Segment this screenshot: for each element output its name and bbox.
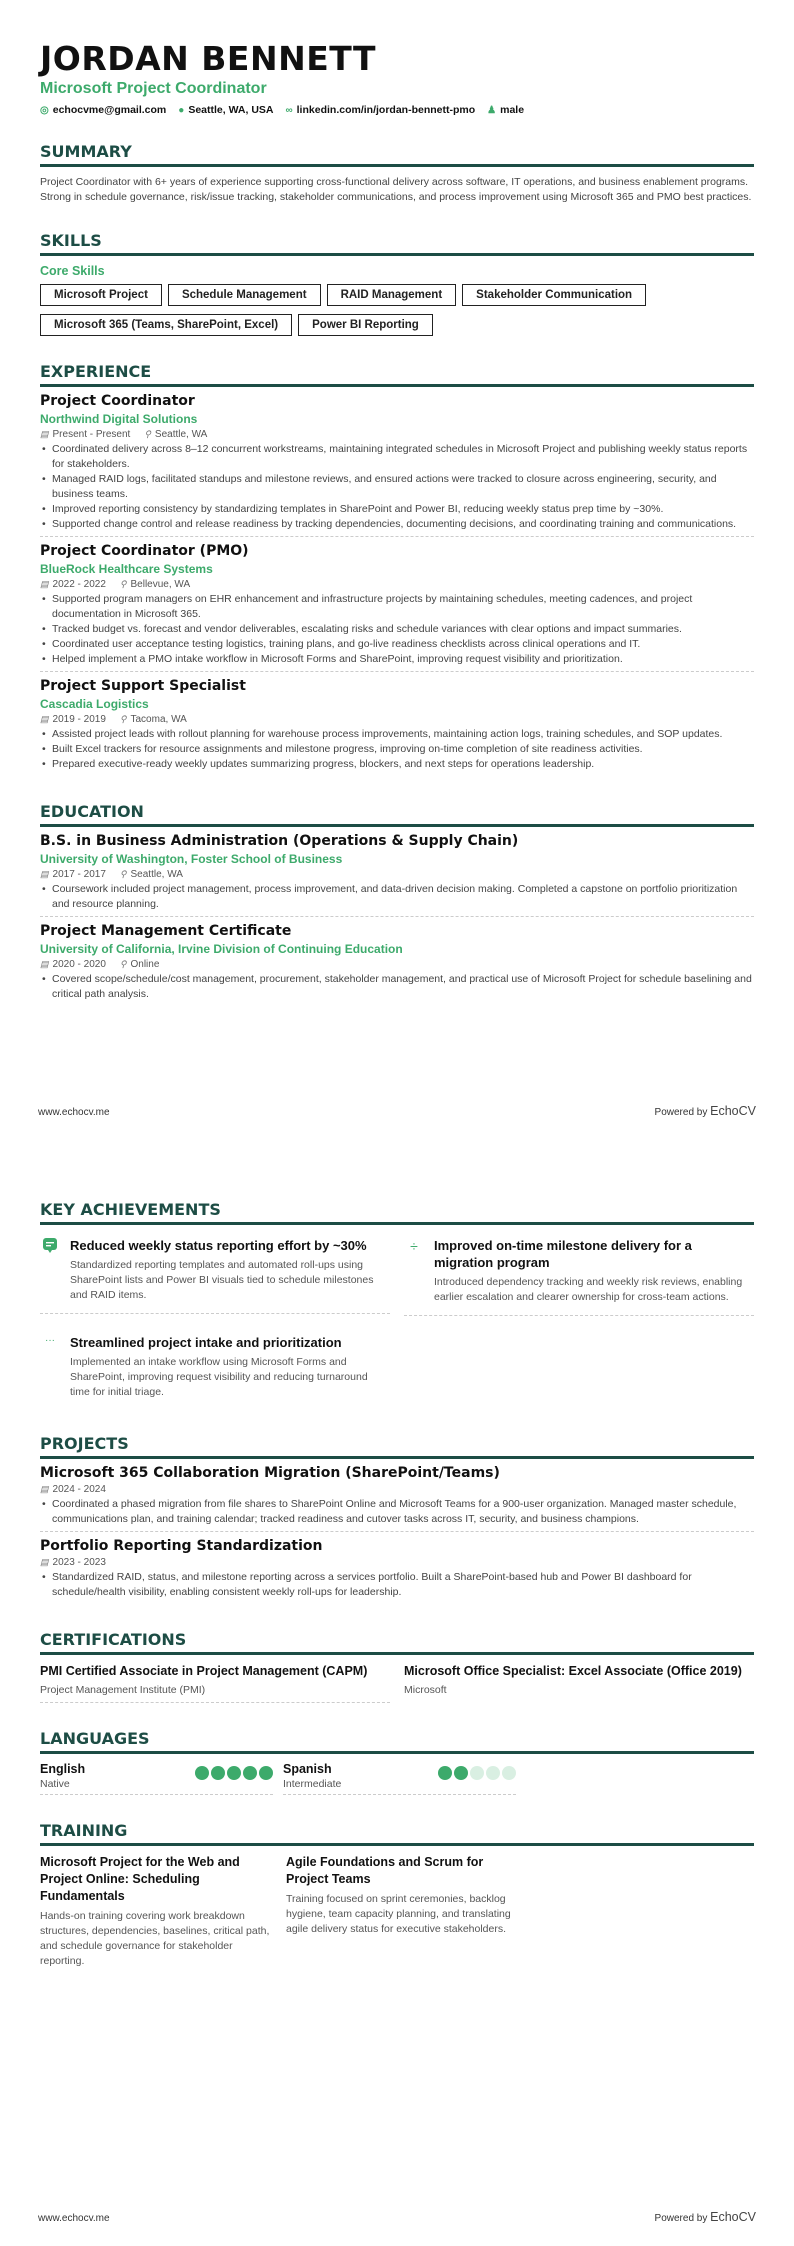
bullet: • Tracked budget vs. forecast and vendor deliverables, escalating risks and schedule variances with clear options and impact summaries.	[40, 622, 754, 637]
skill-chip: Stakeholder Communication	[462, 284, 646, 306]
powered-by	[655, 1104, 756, 1118]
candidate-name: JORDAN BENNETT	[40, 39, 377, 78]
training-grid	[40, 1854, 754, 1969]
section-title: PROJECTS	[40, 1434, 754, 1459]
training-name: Agile Foundations and Scrum for Project Teams	[286, 1855, 484, 1886]
projects-section	[40, 1434, 754, 1604]
website-link[interactable]: www.echocv.me	[38, 2213, 110, 2224]
dot-filled-icon	[195, 1766, 209, 1780]
certifications-section	[40, 1630, 754, 1703]
section-title: TRAINING	[40, 1821, 754, 1846]
certifications-grid	[40, 1663, 754, 1703]
dot-filled-icon	[227, 1766, 241, 1780]
section-title: KEY ACHIEVEMENTS	[40, 1200, 754, 1225]
gender-text: male	[500, 104, 525, 116]
email-text: echocvme@gmail.com	[52, 104, 167, 116]
linkedin-text: linkedin.com/in/jordan-bennett-pmo	[296, 104, 476, 116]
bullet-list	[40, 1570, 754, 1600]
location: Bellevue, WA	[130, 579, 191, 590]
header	[40, 40, 754, 116]
brand-name: EchoCV	[710, 2210, 756, 2224]
skills-section	[40, 231, 754, 336]
degree-title: B.S. in Business Administration (Operations & Supply Chain)	[40, 833, 519, 849]
bullet: • Standardized RAID, status, and milestone reporting across a services portfolio. Built a SharePoint-based hub and Power BI dashboard for schedule/health visibility, enabling consistent weekly roll-ups for leadership.	[40, 1570, 754, 1600]
school-name: University of California, Irvine Division of Continuing Education	[40, 942, 403, 956]
achievement-desc: Standardized reporting templates and automated roll-ups using SharePoint lists and Power BI visuals tied to schedule milestones and RAID items.	[70, 1259, 374, 1301]
experience-section	[40, 362, 754, 776]
location: Seattle, WA	[154, 429, 208, 440]
section-title: SKILLS	[40, 231, 754, 256]
section-title: EDUCATION	[40, 802, 754, 827]
experience-entry	[40, 387, 754, 537]
language-name: Spanish	[283, 1762, 332, 1776]
experience-entry	[40, 672, 754, 776]
achievement-item	[40, 1330, 390, 1410]
calendar-icon: ▤	[40, 1557, 49, 1567]
training-desc: Hands-on training covering work breakdown structures, dependencies, baselines, critical path, and schedule governance for stakeholder reporting.	[40, 1910, 270, 1967]
link-icon: ∞	[285, 104, 293, 116]
languages-section	[40, 1729, 754, 1795]
calendar-icon: ▤	[40, 714, 49, 724]
section-title: EXPERIENCE	[40, 362, 754, 387]
skills-subtitle: Core Skills	[40, 264, 105, 278]
bullet-list	[40, 882, 754, 912]
location: Seattle, WA	[130, 869, 183, 880]
bullet: • Built Excel trackers for resource assignments and milestone progress, improving on-time completion of site readiness activities.	[40, 742, 754, 757]
bullet: • Supported change control and release readiness by tracking dependencies, documenting decisions, and coordinating training and communications.	[40, 517, 754, 532]
divide-icon: ÷	[410, 1238, 418, 1254]
role-title: Project Support Specialist	[40, 678, 246, 694]
achievements-section	[40, 1200, 754, 1424]
project-name: Microsoft 365 Collaboration Migration (SharePoint/Teams)	[40, 1465, 500, 1481]
certification-item	[40, 1663, 390, 1703]
bullet: • Helped implement a PMO intake workflow in Microsoft Forms and SharePoint, improving request visibility and prioritization.	[40, 652, 754, 667]
powered-by-label: Powered by	[654, 1107, 711, 1118]
bullet: • Coordinated delivery across 8–12 concurrent workstreams, maintaining integrated schedules in Microsoft Project and publishing weekly status reports for stakeholders.	[40, 442, 754, 472]
certification-issuer: Project Management Institute (PMI)	[40, 1684, 206, 1696]
dot-filled-icon	[259, 1766, 273, 1780]
bullet: • Covered scope/schedule/cost management, procurement, stakeholder management, and practical use of Microsoft Project for schedule baselining and critical path analysis.	[40, 972, 754, 1002]
contact-bar	[40, 104, 754, 116]
achievement-title: Streamlined project intake and prioritization	[70, 1335, 342, 1350]
contact-location	[178, 104, 273, 116]
section-title: LANGUAGES	[40, 1729, 754, 1754]
training-desc: Training focused on sprint ceremonies, backlog hygiene, team capacity planning, and translating agile delivery status for executive stakeholders.	[286, 1893, 511, 1935]
achievement-title: Improved on-time milestone delivery for a migration program	[434, 1238, 692, 1270]
certification-name: Microsoft Office Specialist: Excel Associate (Office 2019)	[404, 1664, 742, 1678]
summary-text: Project Coordinator with 6+ years of experience supporting cross-functional delivery across software, IT operations, and business enablement programs. Strong in schedule governance, risk/issue tracking, stakeholder communications, and process improvement using Microsoft 365 and PMO best practices.	[40, 176, 752, 203]
powered-by	[655, 2210, 756, 2224]
skill-chip: RAID Management	[327, 284, 457, 306]
location-pin-icon: ●	[178, 104, 185, 116]
training-item	[40, 1854, 272, 1969]
contact-gender	[487, 104, 524, 116]
proficiency-dots	[195, 1766, 273, 1780]
entry-meta	[40, 1484, 754, 1495]
dot-empty-icon	[470, 1766, 484, 1780]
ellipsis-icon: ···	[45, 1335, 55, 1346]
bullet-list	[40, 972, 754, 1002]
company-name: Cascadia Logistics	[40, 697, 149, 711]
language-level: Native	[40, 1778, 70, 1790]
bullet: • Assisted project leads with rollout planning for warehouse process improvements, maintaining action logs, training schedules, and SOP updates.	[40, 727, 754, 742]
languages-grid	[40, 1762, 754, 1795]
location: Tacoma, WA	[130, 714, 187, 725]
project-entry	[40, 1459, 754, 1532]
bullet: • Prepared executive-ready weekly updates summarizing progress, blockers, and next steps for operations leadership.	[40, 757, 754, 772]
certification-issuer: Microsoft	[404, 1684, 447, 1696]
dates: 2017 - 2017	[52, 869, 106, 880]
dates: Present - Present	[52, 429, 131, 440]
calendar-icon: ▤	[40, 1484, 49, 1494]
education-entry	[40, 917, 754, 1006]
dates: 2020 - 2020	[52, 959, 106, 970]
bullet-list	[40, 1497, 754, 1527]
section-title: CERTIFICATIONS	[40, 1630, 754, 1655]
location-pin-icon: ⚲	[144, 429, 151, 439]
resume-page-2	[0, 1140, 794, 2246]
contact-linkedin[interactable]	[286, 104, 476, 116]
location-pin-icon: ⚲	[119, 579, 127, 589]
entry-meta	[40, 579, 754, 590]
language-item	[40, 1762, 273, 1795]
achievement-desc: Implemented an intake workflow using Microsoft Forms and SharePoint, improving request visibility and reducing turnaround time for initial triage.	[70, 1356, 368, 1398]
powered-by-label: Powered by	[654, 2213, 711, 2224]
bullet: • Coordinated user acceptance testing logistics, training plans, and go-live readiness checklists across clinical operations and IT.	[40, 637, 754, 652]
skill-chip: Microsoft Project	[40, 284, 162, 306]
entry-meta	[40, 869, 754, 880]
page-footer	[38, 1104, 756, 1118]
location: Online	[130, 959, 160, 970]
dates: 2023 - 2023	[52, 1557, 106, 1568]
bullet: • Coursework included project management, process improvement, and data-driven decision making. Completed a capstone on portfolio prioritization and resource planning.	[40, 882, 754, 912]
role-title: Project Coordinator (PMO)	[40, 543, 249, 559]
bullet-list	[40, 442, 754, 532]
certification-item	[404, 1663, 754, 1703]
calendar-icon: ▤	[40, 869, 49, 879]
bullet-list	[40, 727, 754, 772]
achievement-item	[40, 1233, 390, 1314]
calendar-icon: ▤	[40, 959, 49, 969]
language-level: Intermediate	[283, 1778, 342, 1790]
entry-meta	[40, 959, 754, 970]
summary-section	[40, 142, 754, 205]
language-name: English	[40, 1762, 86, 1776]
degree-title: Project Management Certificate	[40, 923, 292, 939]
website-link[interactable]: www.echocv.me	[38, 1107, 110, 1118]
location-pin-icon: ⚲	[119, 714, 127, 724]
dates: 2019 - 2019	[52, 714, 106, 725]
section-title: SUMMARY	[40, 142, 754, 167]
entry-meta	[40, 429, 754, 440]
dates: 2024 - 2024	[52, 1484, 106, 1495]
skill-chip: Microsoft 365 (Teams, SharePoint, Excel)	[40, 314, 292, 336]
language-item	[283, 1762, 516, 1795]
location-pin-icon: ⚲	[119, 959, 127, 969]
entry-meta	[40, 1557, 754, 1568]
skill-chip: Schedule Management	[168, 284, 321, 306]
bullet: • Supported program managers on EHR enhancement and infrastructure projects by maintaining schedules, meeting cadences, and project documentation in Microsoft 365.	[40, 592, 754, 622]
bullet: • Coordinated a phased migration from file shares to SharePoint Online and Microsoft Teams for a 900-user organization. Managed master schedule, communications plan, and training calendar; tracked readiness and cutover tasks across IT, security, and business champions.	[40, 1497, 754, 1527]
proficiency-dots	[438, 1766, 516, 1780]
dot-filled-icon	[438, 1766, 452, 1780]
project-name: Portfolio Reporting Standardization	[40, 1538, 323, 1554]
certification-name: PMI Certified Associate in Project Management (CAPM)	[40, 1664, 368, 1678]
calendar-icon: ▤	[40, 429, 49, 439]
school-name: University of Washington, Foster School of Business	[40, 852, 343, 866]
education-entry	[40, 827, 754, 917]
experience-entry	[40, 537, 754, 672]
bullet: • Improved reporting consistency by standardizing templates in SharePoint and Power BI, reducing weekly status prep time by ~30%.	[40, 502, 754, 517]
location-pin-icon: ⚲	[119, 869, 127, 879]
dot-filled-icon	[454, 1766, 468, 1780]
calendar-icon: ▤	[40, 579, 49, 589]
skill-chip: Power BI Reporting	[298, 314, 433, 336]
at-icon: ◎	[40, 104, 49, 116]
dates: 2022 - 2022	[52, 579, 106, 590]
company-name: Northwind Digital Solutions	[40, 412, 198, 426]
chat-bubble-icon	[40, 1237, 60, 1303]
contact-email[interactable]	[40, 104, 166, 116]
achievement-item	[404, 1233, 754, 1316]
brand-name: EchoCV	[710, 1104, 756, 1118]
dot-empty-icon	[502, 1766, 516, 1780]
page-footer	[38, 2210, 756, 2224]
dot-filled-icon	[243, 1766, 257, 1780]
training-item	[286, 1854, 518, 1969]
role-title: Project Coordinator	[40, 393, 195, 409]
company-name: BlueRock Healthcare Systems	[40, 562, 213, 576]
training-section	[40, 1821, 754, 1969]
skill-chips	[40, 284, 754, 336]
achievements-grid	[40, 1233, 754, 1424]
training-name: Microsoft Project for the Web and Project Online: Scheduling Fundamentals	[40, 1855, 240, 1903]
person-icon: ♟	[487, 104, 497, 116]
bullet-list	[40, 592, 754, 667]
location-text: Seattle, WA, USA	[188, 104, 274, 116]
project-entry	[40, 1532, 754, 1604]
achievement-title: Reduced weekly status reporting effort by ~30%	[70, 1238, 367, 1253]
dot-empty-icon	[486, 1766, 500, 1780]
achievement-desc: Introduced dependency tracking and weekly risk reviews, enabling earlier escalation and clearer ownership for cross-team actions.	[434, 1276, 743, 1303]
education-section	[40, 802, 754, 1006]
bullet: • Managed RAID logs, facilitated standups and milestone reviews, and ensured actions were tracked to closure across engineering, security, and business teams.	[40, 472, 754, 502]
dot-filled-icon	[211, 1766, 225, 1780]
entry-meta	[40, 714, 754, 725]
job-title: Microsoft Project Coordinator	[40, 80, 267, 97]
